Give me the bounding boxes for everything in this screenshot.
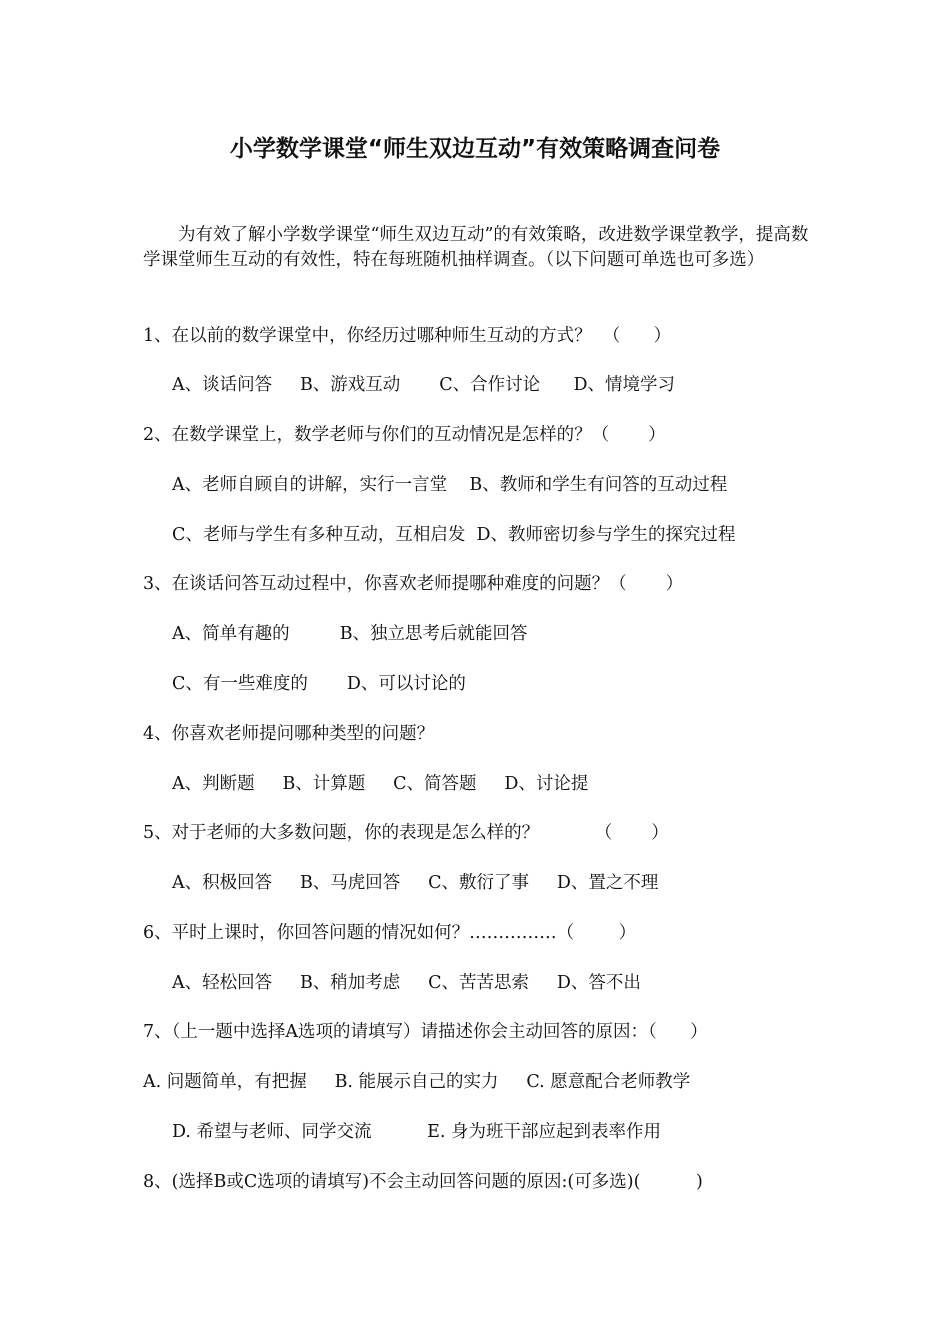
question-2-options-cd: C、老师与学生有多种互动，互相启发 D、教师密切参与学生的探究过程 <box>172 525 736 545</box>
question-3: 3、在谈话问答互动过程中，你喜欢老师提哪种难度的问题？（ ） <box>143 574 684 594</box>
question-4: 4、你喜欢老师提问哪种类型的问题？ <box>143 724 435 744</box>
question-7-options-abc: A. 问题简单，有把握 B. 能展示自己的实力 C. 愿意配合老师教学 <box>143 1072 691 1092</box>
question-3-options-cd: C、有一些难度的 D、可以讨论的 <box>172 674 466 694</box>
question-1: 1、在以前的数学课堂中，你经历过哪种师生互动的方式？ （ ） <box>143 326 672 346</box>
intro-paragraph: 为有效了解小学数学课堂“师生双边互动”的有效策略，改进数学课堂教学，提高数学课堂师生互动的有效性，特在每班随机抽样调查。（以下问题可单选也可多选） <box>143 225 809 270</box>
question-6-options: A、轻松回答 B、稍加考虑 C、苦苦思索 D、答不出 <box>172 973 641 993</box>
question-7-options-de: D. 希望与老师、同学交流 E. 身为班干部应起到表率作用 <box>172 1122 662 1142</box>
question-1-options: A、谈话问答 B、游戏互动 C、合作讨论 D、情境学习 <box>172 375 676 395</box>
question-2-options-ab: A、老师自顾自的讲解，实行一言堂 B、教师和学生有问答的互动过程 <box>172 475 728 495</box>
question-3-options-ab: A、简单有趣的 B、独立思考后就能回答 <box>172 624 528 644</box>
question-4-options: A、判断题 B、计算题 C、简答题 D、讨论提 <box>172 774 589 794</box>
question-5: 5、对于老师的大多数问题，你的表现是怎么样的？ （ ） <box>143 823 669 843</box>
question-7: 7、（上一题中选择A选项的请填写）请描述你会主动回答的原因：（ ） <box>143 1022 708 1042</box>
question-6: 6、平时上课时，你回答问题的情况如何？……………（ ） <box>143 923 637 943</box>
page-title: 小学数学课堂“师生双边互动”有效策略调查问卷 <box>229 136 721 162</box>
question-2: 2、在数学课堂上，数学老师与你们的互动情况是怎样的？（ ） <box>143 425 666 445</box>
question-8: 8、(选择B或C选项的请填写)不会主动回答问题的原因:(可多选)( ) <box>143 1172 703 1192</box>
question-5-options: A、积极回答 B、马虎回答 C、敷衍了事 D、置之不理 <box>172 873 659 893</box>
